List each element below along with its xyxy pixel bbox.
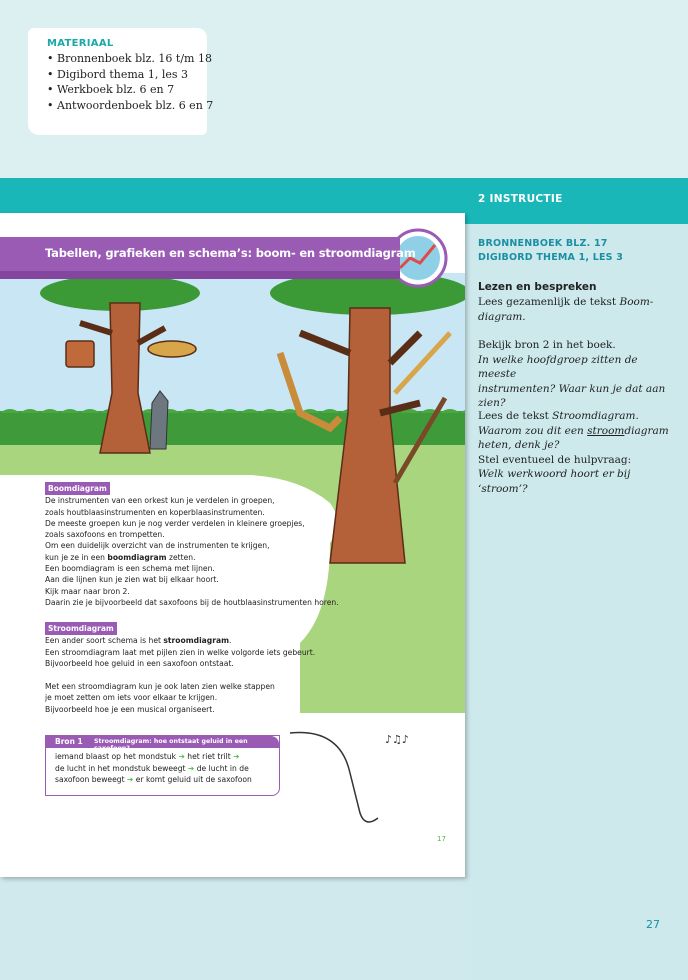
music-notes-icon: ♪♫♪ [385,733,409,746]
instruction-p2 [478,338,678,411]
body-line: . [229,636,232,646]
materiaal-list [47,51,213,113]
boomdiagram-label: Boomdiagram [45,482,110,495]
flow-step: het riet trilt [187,752,231,761]
flow-step: saxofoon beweegt [55,775,125,784]
materiaal-item: • Digibord thema 1, les 3 [47,67,213,83]
p2-question: In welke hoofdgroep zitten de meeste [478,353,638,381]
materiaal-title: MATERIAAL [47,38,114,49]
page-number: 27 [646,918,660,931]
bron-title: Bron 1 [55,737,83,746]
p1-title-2: diagram. [478,310,526,323]
arrow-icon: ➔ [233,752,240,761]
bron-subtitle: Stroomdiagram: hoe ontstaat geluid in een saxofoon? [94,738,248,752]
body-line: Om een duidelijk overzicht van de instrumenten te krijgen, [45,541,270,551]
arrow-icon: ➔ [187,763,195,773]
stroomdiagram-section-2 [45,681,345,715]
ref-digibord: DIGIBORD THEMA 1, LES 3 [478,252,624,263]
materiaal-item: • Werkboek blz. 6 en 7 [47,82,213,98]
p3-title: Stroomdiagram. [552,410,639,422]
body-line: je moet zetten om iets voor elkaar te krijgen. [45,693,218,703]
p3-question: heten, denk je? [478,439,560,452]
instruction-p1 [478,295,678,324]
p1-title: Boom- [619,296,654,308]
instructie-title: 2 INSTRUCTIE [478,193,563,205]
p3-question: Waarom zou dit een [478,424,588,437]
body-line: Bijvoorbeeld hoe geluid in een saxofoon ontstaat. [45,658,234,668]
body-line: zetten. [166,552,196,562]
boomdiagram-section [45,482,345,608]
body-line: Met een stroomdiagram kun je ook laten zien welke stappen [45,682,275,691]
keyword: stroomdiagram [163,636,230,646]
stroomdiagram-section [45,622,345,669]
materiaal-item: • Bronnenboek blz. 16 t/m 18 [47,51,213,67]
flow-step: de lucht in het mondstuk beweegt [55,763,186,773]
body-line: Een stroomdiagram laat met pijlen zien in welke volgorde iets gebeurt. [45,647,316,657]
flow-steps [55,751,275,786]
flow-step: er komt geluid uit de saxofoon [135,775,252,784]
flow-step: de lucht in de [196,763,249,773]
body-line: kun je ze in een [45,552,108,562]
body-line: Bijvoorbeeld hoe je een musical organiseert. [45,704,215,714]
p3-question: diagram [624,424,669,437]
keyword: boomdiagram [107,552,167,562]
flow-step: iemand blaast op het mondstuk [55,752,177,761]
instruction-p3 [478,409,678,497]
bron-box [45,735,280,796]
body-line: Een boomdiagram is een schema met lijnen. [45,564,215,574]
p3-hint-question: Welk werkwoord hoort er bij ‘stroom’? [478,468,631,495]
body-line: Daarin zie je bijvoorbeeld dat saxofoons bij de houtblaasinstrumenten horen. [45,597,339,607]
body-line: zoals houtblaasinstrumenten en koperblaasinstrumenten. [45,507,265,517]
hedge [0,411,465,447]
p3-hint: Stel eventueel de hulpvraag: [478,453,632,466]
book-page [0,213,465,877]
p3-text: Lees de tekst [478,410,553,422]
p1-text: Lees gezamenlijk de tekst [478,296,620,308]
arrow-icon: ➔ [126,775,134,784]
stroomdiagram-label: Stroomdiagram [45,622,117,635]
section-heading: Lezen en bespreken [478,281,597,293]
p2-question: instrumenten? Waar kun je dat aan [478,382,666,395]
chapter-title: Tabellen, grafieken en schema’s: boom- en stroomdiagram [45,246,416,260]
book-page-number: 17 [437,835,446,843]
body-line: Kijk maar naar bron 2. [45,586,130,596]
body-line: Een ander soort schema is het [45,636,164,646]
p3-underlined: stroom [587,424,625,437]
p2-text: Bekijk bron 2 in het boek. [478,339,616,351]
body-line: De instrumenten van een orkest kun je verdelen in groepen, [45,496,275,506]
body-line: Aan die lijnen kun je zien wat bij elkaar hoort. [45,575,219,585]
materiaal-item: • Antwoordenboek blz. 6 en 7 [47,98,213,114]
body-line: De meeste groepen kun je nog verder verdelen in kleinere groepjes, [45,518,305,528]
body-line: zoals saxofoons en trompetten. [45,530,165,540]
arrow-icon: ➔ [178,752,185,761]
p2-question: zien? [478,397,506,410]
ref-bronnenboek: BRONNENBOEK BLZ. 17 [478,238,608,249]
drum-illustration [66,341,94,367]
cymbal-illustration [148,341,196,357]
